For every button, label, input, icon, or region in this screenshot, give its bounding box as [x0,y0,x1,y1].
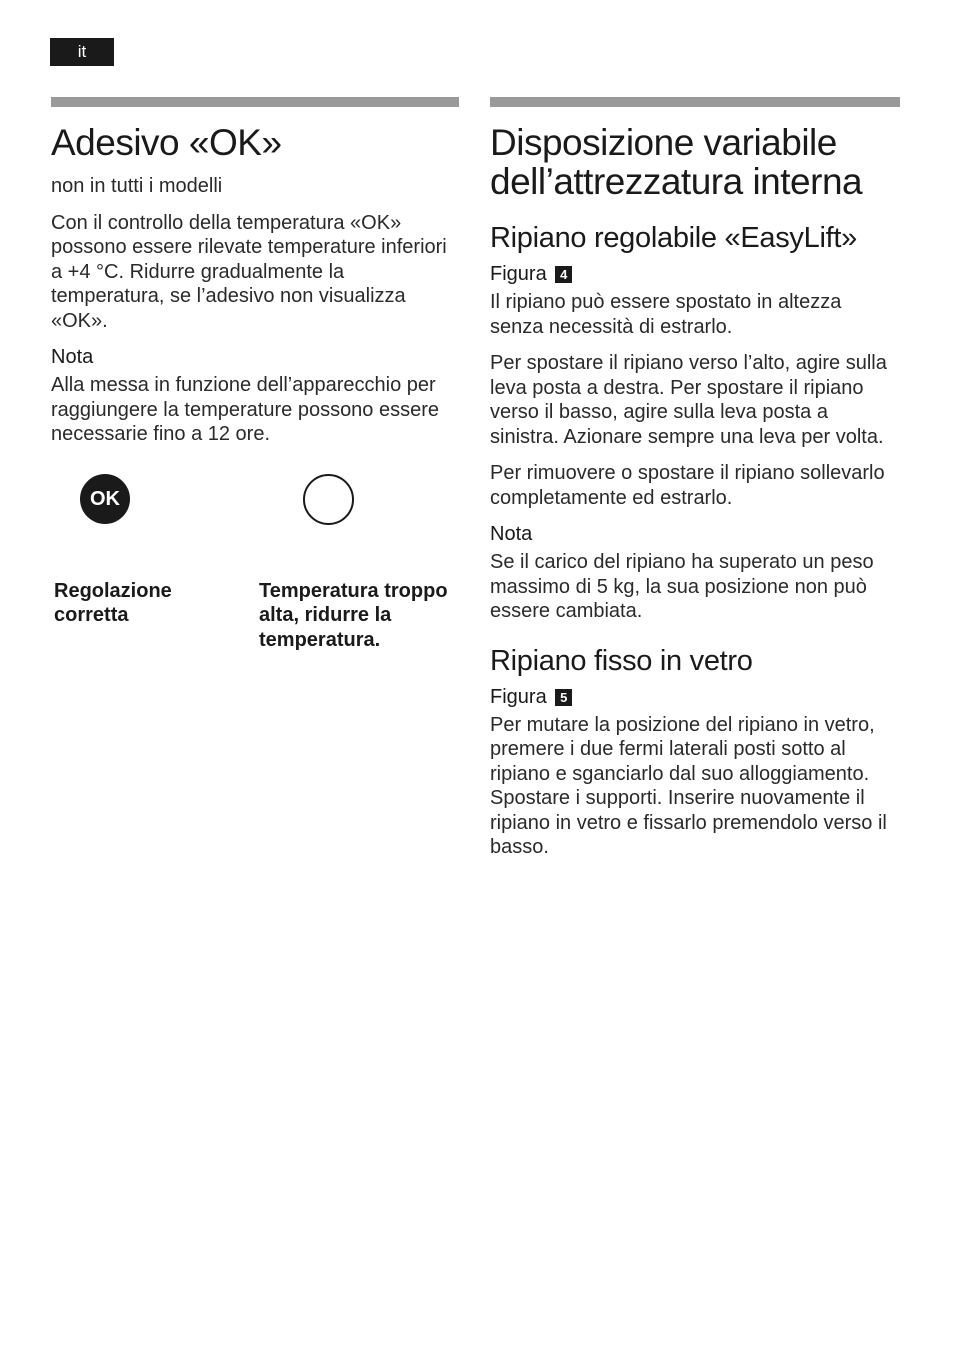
availability-note: non in tutti i modelli [51,175,223,197]
figure-reference [490,262,900,286]
ok-sticker-paragraph: Con il controllo della temperatura «OK» possono essere rilevate temperature inferiori a +4 °C. Ridurre gradualmente la temperatura, se l’adesivo non visualizza «OK». [51,211,447,332]
section-title-variable-layout: Disposizione variabile dell’attrezzatura interna [490,122,863,202]
heading-fixed-glass-shelf: Ripiano fisso in vetro [490,644,753,677]
note-label: Nota [51,346,94,368]
heading-easylift-shelf: Ripiano regolabile «EasyLift» [490,222,857,254]
note-label: Nota [490,523,533,545]
section-rule [490,97,900,107]
figure-label: Figura [490,263,547,285]
indicator-captions [51,579,459,669]
easylift-paragraph-2: Per spostare il ripiano verso l’alto, agire sulla leva posta a destra. Per spostare il ripiano verso il basso, agire sulla leva posta a sinistra. Azionare sempre una leva per volta. [490,352,887,448]
figure-number-badge: 5 [555,689,572,706]
easylift-paragraph-1: Il ripiano può essere spostato in altezza senza necessità di estrarlo. [490,291,842,338]
ok-indicator-icon: OK [80,474,130,524]
left-column [51,97,459,669]
section-title-ok-sticker: Adesivo «OK» [51,122,282,163]
caption-too-high: Temperatura troppo alta, ridurre la temperatura. [259,579,448,651]
empty-indicator-icon [303,474,354,525]
figure-reference [490,685,900,709]
note-text: Alla messa in funzione dell’apparecchio per raggiungere la temperature possono essere necessarie fino a 12 ore. [51,374,440,445]
section-rule [51,97,459,107]
figure-label: Figura [490,685,547,708]
easylift-paragraph-3: Per rimuovere o spostare il ripiano sollevarlo completamente ed estrarlo. [490,462,885,509]
caption-correct-setting: Regolazione corretta [54,579,172,626]
right-column [490,97,900,872]
ok-indicator-illustrations [51,461,459,579]
figure-number-badge: 4 [555,266,572,283]
easylift-note-text: Se il carico del ripiano ha superato un peso massimo di 5 kg, la sua posizione non può essere cambiata. [490,551,874,622]
glass-shelf-paragraph: Per mutare la posizione del ripiano in vetro, premere i due fermi laterali posti sotto al ripiano e sganciarlo dal suo alloggiamento. Spostare i supporti. Inserire nuovamente il ripiano in vetro e fissarlo premendolo verso il basso. [490,713,887,858]
language-tag: it [50,38,114,66]
